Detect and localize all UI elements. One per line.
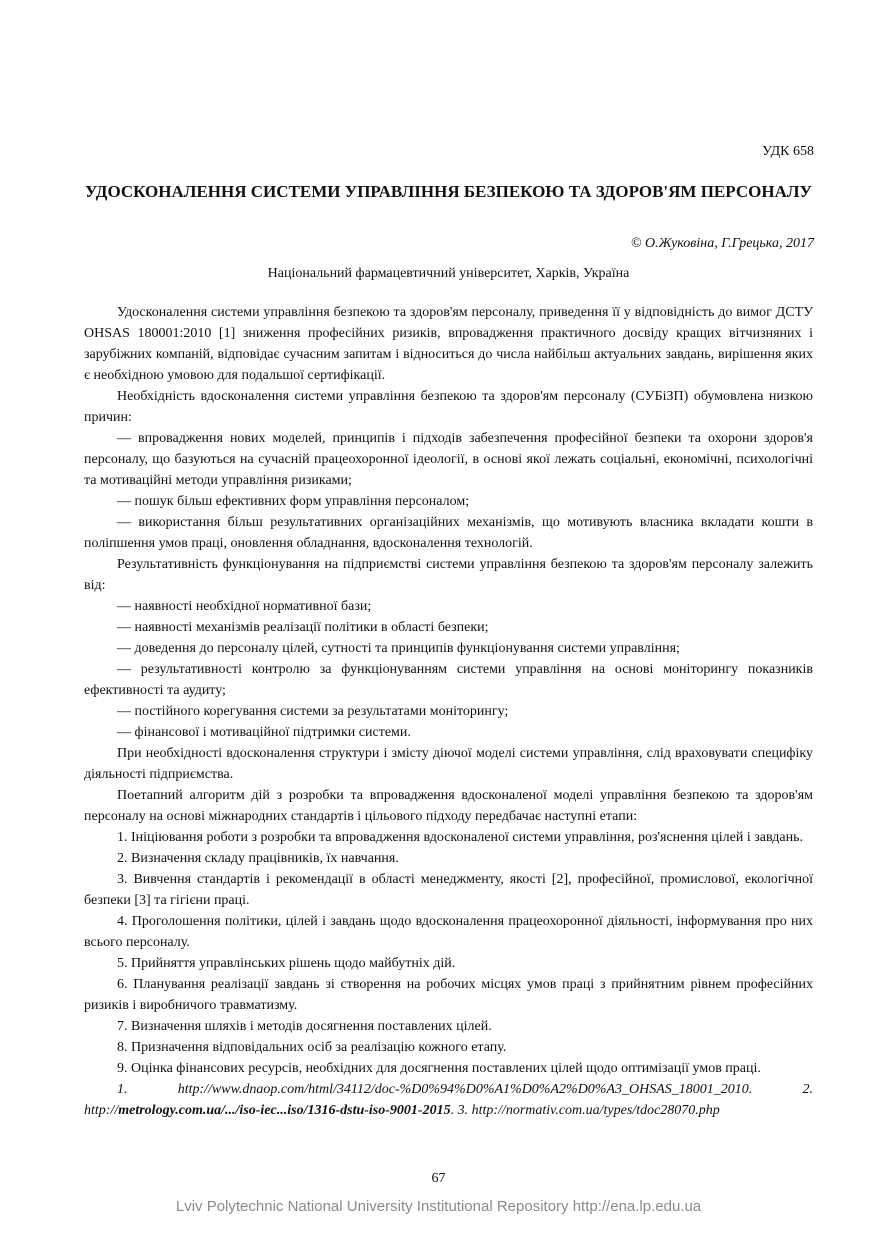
numbered-step: 2. Визначення складу працівників, їх навчання. (117, 851, 399, 866)
list-item: — постійного корегування системи за результатами моніторингу; (117, 704, 509, 719)
article-body (84, 302, 813, 1121)
page-number: 67 (431, 1171, 446, 1186)
numbered-step: 3. Вивчення стандартів і рекомендації в області менеджменту, якості [2], професійної, промислової, екологічної безпеки [3] та гігієни праці. (84, 872, 813, 908)
numbered-step: 5. Прийняття управлінських рішень щодо майбутніх дій. (117, 956, 456, 971)
paragraph: Удосконалення системи управління безпекою та здоров'ям персоналу, приведення її у відповідність до вимог ДСТУ OHSAS 180001:2010 [1] зниження професійних ризиків, впровадження практичного досвіду кращих вітчизняних і зарубіжних компаній, відповідає сучасним запитам і відноситься до числа найбільш актуальних завдань, вирішення яких є необхідною умовою для подальшої сертифікації. (84, 305, 813, 383)
list-item: — наявності необхідної нормативної бази; (117, 599, 372, 614)
numbered-step: 1. Ініціювання роботи з розробки та впровадження вдосконаленої системи управління, роз'яснення цілей і завдань. (117, 830, 803, 845)
paragraph: Результативність функціонування на підприємстві системи управління безпекою та здоров'ям персоналу залежить від: (84, 557, 813, 593)
numbered-step: 7. Визначення шляхів і методів досягнення поставлених цілей. (117, 1019, 492, 1034)
paragraph: Поетапний алгоритм дій з розробки та впровадження вдосконаленої моделі управління безпекою та здоров'ям персоналу на основі міжнародних стандартів і цільового підходу передбачає наступні етапи: (84, 788, 813, 824)
reference-link[interactable]: . 3. http://normativ.com.ua/types/tdoc28070.php (450, 1103, 720, 1118)
affiliation: Національний фармацевтичний університет, Харків, Україна (267, 266, 630, 281)
repository-footer: Lviv Polytechnic National University Institutional Repository http://ena.lp.edu.ua (175, 1198, 702, 1215)
numbered-step: 9. Оцінка фінансових ресурсів, необхідних для досягнення поставлених цілей щодо оптимізації умов праці. (117, 1061, 761, 1076)
paragraph: Необхідність вдосконалення системи управління безпекою та здоров'ям персоналу (СУБіЗП) обумовлена низкою причин: (84, 389, 813, 425)
udk-code: УДК 658 (762, 144, 814, 159)
numbered-step: 4. Проголошення політики, цілей і завдань щодо вдосконалення працеохоронної діяльності, інформування про них всього персоналу. (84, 914, 813, 950)
list-item: — використання більш результативних організаційних механізмів, що мотивують власника вкладати кошти в поліпшення умов праці, оновлення обладнання, вдосконалення технологій. (84, 515, 813, 551)
paragraph: При необхідності вдосконалення структури і змісту діючої моделі системи управління, слід враховувати специфіку діяльності підприємства. (84, 746, 813, 782)
list-item: — впровадження нових моделей, принципів і підходів забезпечення професійної безпеки та охорони здоров'я персоналу, що базуються на сучасній працеохоронної ідеології, в основі якої лежать соціальні, економічні, психологічні та мотиваційні методи управління ризиками; (84, 431, 813, 488)
list-item: — фінансової і мотиваційної підтримки системи. (117, 725, 411, 740)
numbered-step: 6. Планування реалізації завдань зі створення на робочих місцях умов праці з прийнятним рівнем професійних ризиків і виробничого травматизму. (84, 977, 813, 1013)
list-item: — результативності контролю за функціонуванням системи управління на основі моніторингу показників ефективності та аудиту; (84, 662, 813, 698)
numbered-step: 8. Призначення відповідальних осіб за реалізацію кожного етапу. (117, 1040, 507, 1055)
authors: © О.Жуковіна, Г.Грецька, 2017 (630, 236, 814, 251)
reference-link[interactable]: 1. http://www.dnaop.com/html/34112/doc-%D0%94%D0%A1%D0%A2%D0%A3_OHSAS_18001_2010. 2. http:// (84, 1082, 813, 1118)
reference-link[interactable]: metrology.com.ua/.../iso-iec...iso/1316-dstu-iso-9001-2015 (118, 1103, 451, 1118)
references (84, 1079, 813, 1121)
list-item: — пошук більш ефективних форм управління персоналом; (117, 494, 470, 509)
article-title: УДОСКОНАЛЕННЯ СИСТЕМИ УПРАВЛІННЯ БЕЗПЕКОЮ ТА ЗДОРОВ'ЯМ ПЕРСОНАЛУ (84, 182, 813, 201)
list-item: — доведення до персоналу цілей, сутності та принципів функціонування системи управління; (117, 641, 680, 656)
list-item: — наявності механізмів реалізації політики в області безпеки; (117, 620, 489, 635)
